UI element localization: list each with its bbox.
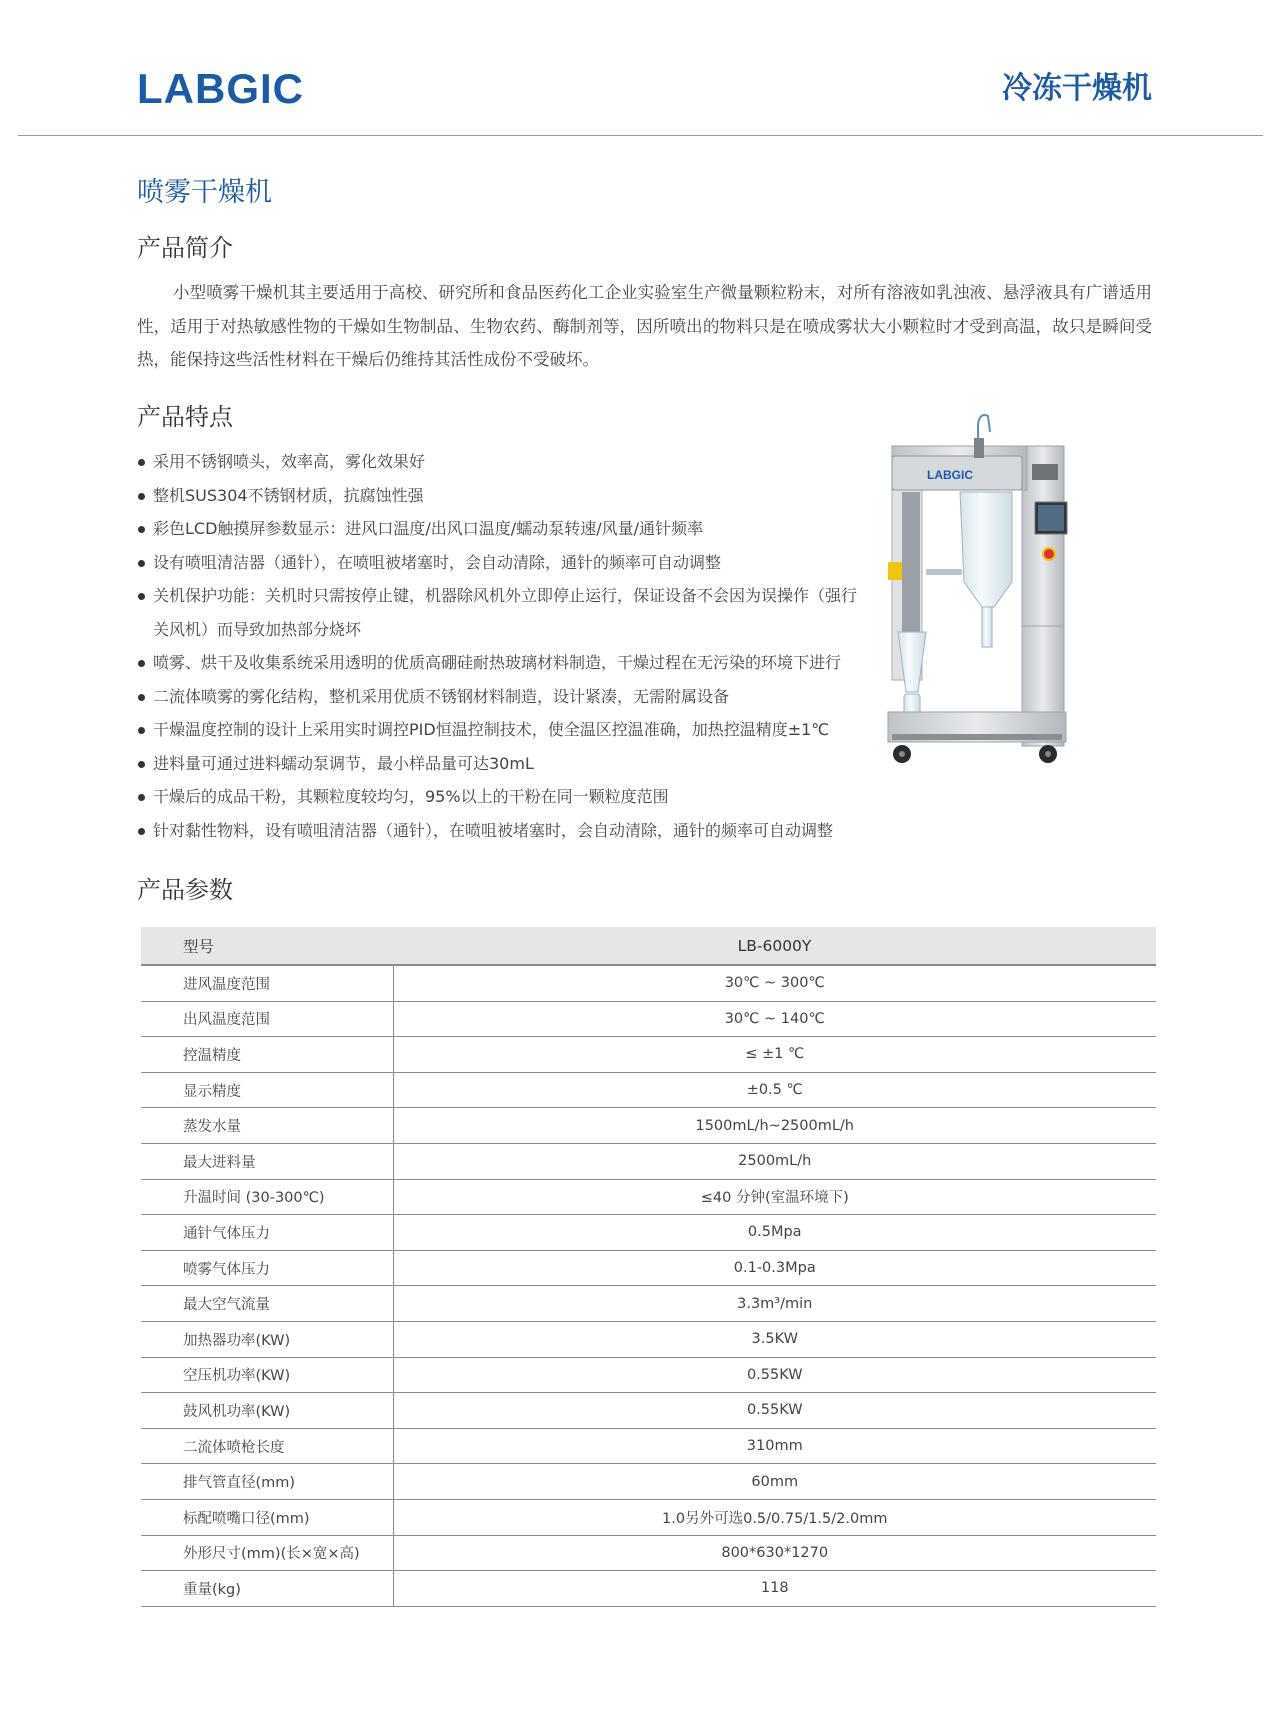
feature-item: 进料量可通过进料蠕动泵调节，最小样品量可达30mL (137, 747, 867, 781)
feature-item: 干燥温度控制的设计上采用实时调控PID恒温控制技术，使全温区控温准确，加热控温精度±1℃ (137, 713, 867, 747)
param-value: 3.3m³/min (393, 1286, 1156, 1322)
param-value: 30℃ ~ 300℃ (393, 965, 1156, 1001)
table-row (141, 1250, 1156, 1286)
param-value: ≤40 分钟(室温环境下) (393, 1179, 1156, 1215)
param-label: 蒸发水量 (141, 1108, 393, 1144)
param-value: 2500mL/h (393, 1143, 1156, 1179)
table-row (141, 1143, 1156, 1179)
feature-item: 设有喷咀清洁器（通针），在喷咀被堵塞时，会自动清除，通针的频率可自动调整 (137, 546, 867, 580)
param-label: 二流体喷枪长度 (141, 1428, 393, 1464)
param-label: 加热器功率(KW) (141, 1321, 393, 1357)
intro-heading: 产品简介 (137, 234, 233, 262)
params-heading: 产品参数 (137, 876, 233, 904)
table-row (141, 965, 1156, 1001)
param-label: 最大空气流量 (141, 1286, 393, 1322)
parameters-table (141, 927, 1156, 1607)
param-value: ≤ ±1 ℃ (393, 1037, 1156, 1073)
table-row (141, 1321, 1156, 1357)
table-row (141, 1393, 1156, 1429)
param-label: 控温精度 (141, 1037, 393, 1073)
product-name: 喷雾干燥机 (137, 177, 272, 208)
param-value: 1.0另外可选0.5/0.75/1.5/2.0mm (393, 1499, 1156, 1535)
brand-logo: LABGIC (137, 65, 304, 112)
category-title: 冷冻干燥机 (1002, 71, 1152, 106)
param-value: 0.5Mpa (393, 1215, 1156, 1251)
param-value: 3.5KW (393, 1321, 1156, 1357)
table-row (141, 1535, 1156, 1571)
machine-brand-label: LABGIC (927, 468, 973, 482)
table-row (141, 1215, 1156, 1251)
param-value: 118 (393, 1571, 1156, 1607)
param-label: 升温时间 (30-300℃) (141, 1179, 393, 1215)
table-row (141, 1357, 1156, 1393)
param-label: 排气管直径(mm) (141, 1464, 393, 1500)
intro-paragraph: 小型喷雾干燥机其主要适用于高校、研究所和食品医药化工企业实验室生产微量颗粒粉末，对所有溶液如乳浊液、悬浮液具有广谱适用性，适用于对热敏感性物的干燥如生物制品、生物农药、酶制剂等，因所喷出的物料只是在喷成雾状大小颗粒时才受到高温，故只是瞬间受热，能保持这些活性材料在干燥后仍维持其活性成份不受破坏。 (137, 283, 1152, 369)
param-label: 通针气体压力 (141, 1215, 393, 1251)
param-value: ±0.5 ℃ (393, 1072, 1156, 1108)
feature-item: 整机SUS304不锈钢材质，抗腐蚀性强 (137, 479, 867, 513)
feature-item: 针对黏性物料，设有喷咀清洁器（通针），在喷咀被堵塞时，会自动清除，通针的频率可自动调整 (137, 814, 867, 848)
param-value: 0.1-0.3Mpa (393, 1250, 1156, 1286)
table-row (141, 1001, 1156, 1037)
param-label: 空压机功率(KW) (141, 1357, 393, 1393)
table-row (141, 1037, 1156, 1073)
feature-item: 彩色LCD触摸屏参数显示：进风口温度/出风口温度/蠕动泵转速/风量/通针频率 (137, 512, 867, 546)
param-value: 1500mL/h~2500mL/h (393, 1108, 1156, 1144)
param-value: 310mm (393, 1428, 1156, 1464)
spray-dryer-machine-image (882, 412, 1068, 834)
feature-item: 关机保护功能：关机时只需按停止键，机器除风机外立即停止运行，保证设备不会因为误操作（强行关风机）而导致加热部分烧坏 (137, 579, 867, 646)
table-row (141, 1428, 1156, 1464)
table-row (141, 1286, 1156, 1322)
table-row (141, 1072, 1156, 1108)
table-row (141, 1464, 1156, 1500)
param-label: 标配喷嘴口径(mm) (141, 1499, 393, 1535)
features-list (137, 445, 867, 847)
header-divider (18, 135, 1263, 136)
table-row (141, 1571, 1156, 1607)
param-label: 重量(kg) (141, 1571, 393, 1607)
model-header-value: LB-6000Y (393, 927, 1156, 965)
table-row (141, 1499, 1156, 1535)
param-value: 800*630*1270 (393, 1535, 1156, 1571)
param-label: 鼓风机功率(KW) (141, 1393, 393, 1429)
table-row (141, 1108, 1156, 1144)
feature-item: 干燥后的成品干粉，其颗粒度较均匀，95%以上的干粉在同一颗粒度范围 (137, 780, 867, 814)
table-row (141, 1179, 1156, 1215)
param-label: 出风温度范围 (141, 1001, 393, 1037)
features-heading: 产品特点 (137, 403, 233, 431)
model-header-label: 型号 (141, 927, 393, 965)
table-header-row (141, 927, 1156, 965)
param-value: 0.55KW (393, 1393, 1156, 1429)
param-label: 显示精度 (141, 1072, 393, 1108)
param-value: 0.55KW (393, 1357, 1156, 1393)
param-label: 最大进料量 (141, 1143, 393, 1179)
param-value: 60mm (393, 1464, 1156, 1500)
param-label: 喷雾气体压力 (141, 1250, 393, 1286)
param-label: 进风温度范围 (141, 965, 393, 1001)
feature-item: 喷雾、烘干及收集系统采用透明的优质高硼硅耐热玻璃材料制造，干燥过程在无污染的环境下进行 (137, 646, 867, 680)
param-value: 30℃ ~ 140℃ (393, 1001, 1156, 1037)
feature-item: 采用不锈钢喷头，效率高，雾化效果好 (137, 445, 867, 479)
feature-item: 二流体喷雾的雾化结构，整机采用优质不锈钢材料制造，设计紧凑，无需附属设备 (137, 680, 867, 714)
param-label: 外形尺寸(mm)(长×宽×高) (141, 1535, 393, 1571)
